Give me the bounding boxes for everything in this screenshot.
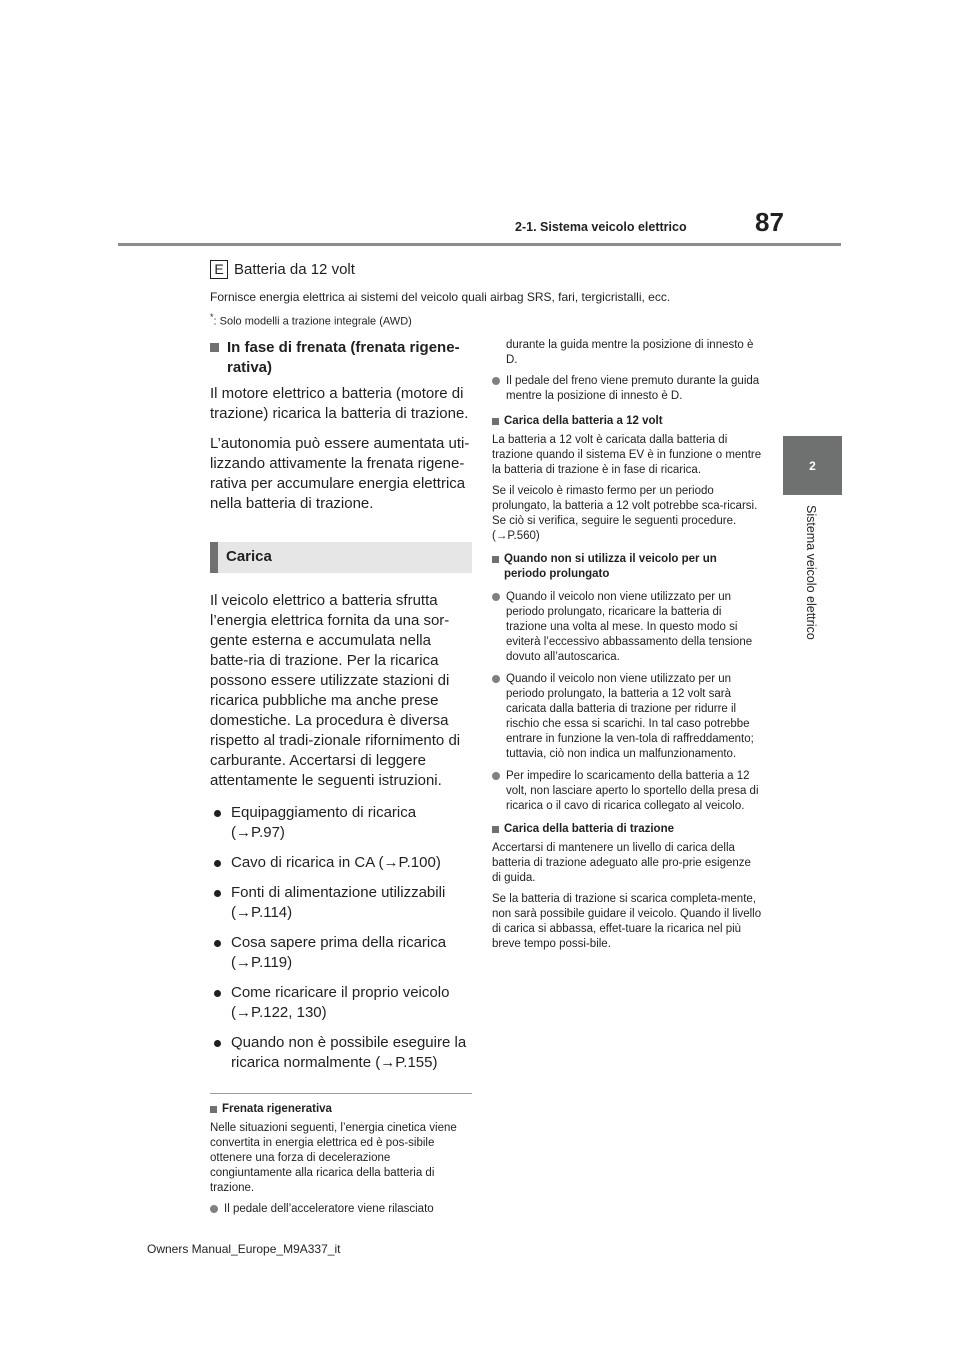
charge-link-text[interactable]: Equipaggiamento di ricarica (→P.97) (231, 804, 417, 841)
charge-link-item[interactable] (210, 983, 472, 1023)
chapter-tab-divider (783, 495, 842, 498)
unused-bullet-text: Per impedire lo scaricamento della batteria a 12 volt, non lasciare aperto lo sportello della presa di ricarica o il cavo di ricarica collegato al veicolo. (506, 770, 759, 812)
regen-bullet (210, 1202, 472, 1217)
regen-bullet (492, 374, 762, 404)
braking-heading (210, 338, 472, 378)
bullet-dot-icon (214, 860, 221, 867)
round-bullet-icon (492, 593, 500, 601)
page-number: 87 (755, 207, 784, 237)
component-letter-box: E (210, 260, 228, 279)
left-column (210, 338, 472, 1224)
charge-link-text[interactable]: Cosa sapere prima della ricarica (→P.119) (231, 934, 447, 971)
square-bullet-icon (210, 343, 219, 352)
bullet-dot-icon (214, 890, 221, 897)
charge-paragraph: Il veicolo elettrico a batteria sfrutta l’energia elettrica fornita da una sor-gente esterna e accumulata nella batte-ria di trazione. Per la ricarica possono essere utilizzate stazioni di ricarica pubbliche ma anche prese domestiche. La procedura è diversa rispetto al tradi-zionale rifornimento di carburante. Accertarsi di leggere attentamente le seguenti istruzioni. (210, 592, 461, 789)
bullet-dot-icon (214, 990, 221, 997)
charge-link-text[interactable]: Fonti di alimentazione utilizzabili (→P.114) (231, 884, 446, 921)
bullet-dot-icon (214, 810, 221, 817)
traction-heading (492, 822, 762, 837)
charge-link-item[interactable] (210, 933, 472, 973)
charge-link-item[interactable] (210, 853, 472, 873)
traction-heading-text: Carica della batteria di trazione (504, 823, 675, 835)
braking-paragraph-1: Il motore elettrico a batteria (motore di trazione) ricarica la batteria di trazione. (210, 385, 469, 422)
unused-bullet-text: Quando il veicolo non viene utilizzato per un periodo prolungato, la batteria a 12 volt sarà caricata dalla batteria di trazione per ridurre il rischio che essa si scarichi. In tal caso potrebbe entrare in funzione la ven-tola di raffreddamento; tuttavia, ciò non indica un malfunzionamento. (506, 673, 754, 760)
regen-paragraph: Nelle situazioni seguenti, l’energia cinetica viene convertita in energia elettrica ed è pos-sibile ottenere una forza di decelerazione congiuntamente alla ricarica della batteria di trazione. (210, 1122, 457, 1194)
square-bullet-icon (492, 826, 499, 833)
charge-link-item[interactable] (210, 803, 472, 843)
document-footer: Owners Manual_Europe_M9A337_it (147, 1242, 341, 1256)
batt12-heading-text: Carica della batteria a 12 volt (504, 415, 663, 427)
component-title: Batteria da 12 volt (234, 261, 355, 278)
regen-heading-text: Frenata rigenerativa (222, 1103, 332, 1115)
round-bullet-icon (492, 675, 500, 683)
square-bullet-icon (492, 556, 499, 563)
footnote-mark: * (210, 312, 214, 322)
charge-link-item[interactable] (210, 883, 472, 923)
batt12-paragraph-1: La batteria a 12 volt è caricata dalla batteria di trazione quando il sistema EV è in funzione o mentre la batteria di trazione è in fase di ricarica. (492, 434, 762, 476)
regen-bullet-text: Il pedale dell’acceleratore viene rilasciato (224, 1203, 434, 1215)
braking-heading-text (227, 338, 460, 378)
chapter-title-text: Sistema veicolo elettrico (804, 505, 818, 640)
regen-bullet-continued: durante la guida mentre la posizione di innesto è D. (506, 339, 754, 366)
header-divider (118, 243, 841, 246)
bullet-dot-icon (214, 940, 221, 947)
braking-heading-line2: rativa) (227, 359, 273, 376)
chapter-title-vertical (782, 505, 842, 655)
round-bullet-icon (210, 1205, 218, 1213)
square-bullet-icon (492, 418, 499, 425)
section-title: 2-1. Sistema veicolo elettrico (515, 220, 687, 234)
unused-bullet (492, 672, 762, 762)
unused-heading (492, 552, 762, 582)
unused-bullet-text: Quando il veicolo non viene utilizzato per un periodo prolungato, ricaricare la batteria di trazione una volta al mese. In questo modo si eviterà l’eccessivo abbassamento della tensione dovuto all’autoscarica. (506, 591, 753, 663)
charge-link-text[interactable]: Come ricaricare il proprio veicolo (→P.122, 130) (231, 984, 450, 1021)
section-heading-text: Carica (226, 548, 272, 565)
regen-heading (210, 1102, 472, 1117)
braking-paragraph-2: L’autonomia può essere aumentata uti-lizzando attivamente la frenata rigene-rativa per accumulare energia elettrica nella batteria di trazione. (210, 435, 470, 512)
unused-bullet (492, 590, 762, 665)
traction-paragraph-1: Accertarsi di mantenere un livello di carica della batteria di trazione adeguato alle pro-prie esigenze di guida. (492, 842, 751, 884)
batt12-paragraph-2: Se il veicolo è rimasto fermo per un periodo prolungato, la batteria a 12 volt potrebbe sca-ricarsi. Se ciò si verifica, seguire le seguenti procedure. (→P.560) (492, 485, 758, 542)
component-heading (210, 260, 355, 279)
braking-heading-line1: In fase di frenata (frenata rigene- (227, 339, 460, 356)
unused-heading-text: Quando non si utilizza il veicolo per un periodo prolungato (504, 553, 717, 580)
footnote (210, 312, 412, 328)
batt12-heading (492, 414, 762, 429)
charge-link-text[interactable]: Quando non è possibile eseguire la ricarica normalmente (→P.155) (231, 1034, 467, 1071)
bullet-dot-icon (214, 1040, 221, 1047)
right-column (492, 338, 762, 958)
charge-link-text[interactable]: Cavo di ricarica in CA (→P.100) (231, 854, 441, 871)
chapter-tab[interactable]: 2 (783, 436, 842, 495)
section-heading-carica (210, 542, 472, 573)
round-bullet-icon (492, 377, 500, 385)
square-bullet-icon (210, 1106, 217, 1113)
info-divider (210, 1093, 472, 1094)
unused-bullet (492, 769, 762, 814)
component-description: Fornisce energia elettrica ai sistemi del veicolo quali airbag SRS, fari, tergicristalli, ecc. (210, 290, 671, 304)
footnote-text: : Solo modelli a trazione integrale (AWD) (213, 315, 412, 328)
regen-bullet-text: Il pedale del freno viene premuto durante la guida mentre la posizione di innesto è D. (506, 375, 760, 402)
round-bullet-icon (492, 772, 500, 780)
section-heading-bar (210, 542, 218, 573)
charge-link-item[interactable] (210, 1033, 472, 1073)
traction-paragraph-2: Se la batteria di trazione si scarica completa-mente, non sarà possibile guidare il veicolo. Quando il livello di carica si abbassa, effet-tuare la ricarica nel più breve tempo possi-bile. (492, 893, 762, 950)
